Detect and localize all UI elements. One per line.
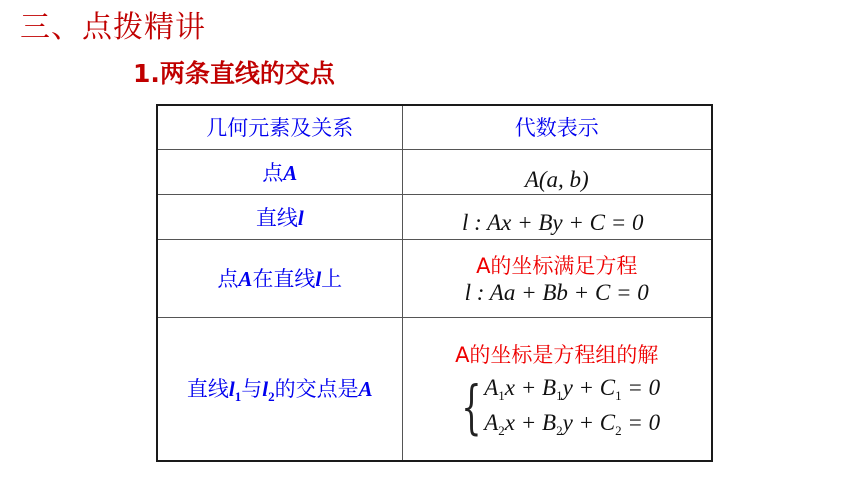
row-point-on-line-math bbox=[402, 239, 712, 317]
row-point-label: 点A bbox=[157, 149, 402, 194]
row-point-math: A(a, b) bbox=[402, 149, 712, 194]
equation-1: $A_1x + B_1y + C_1 = 0$ bbox=[484, 374, 661, 403]
table-header-row bbox=[157, 105, 712, 149]
row-intersection-math bbox=[402, 317, 712, 461]
row-line-label: 直线l bbox=[157, 194, 402, 239]
row-point-on-line-label: 点A在直线l上 bbox=[157, 239, 402, 317]
equation-2: $A_2x + B_2y + C_2 = 0$ bbox=[484, 409, 661, 438]
equation-system bbox=[453, 372, 661, 441]
section-title: 三、点拨精讲 bbox=[20, 10, 206, 45]
subtitle: 1.两条直线的交点 bbox=[133, 59, 335, 88]
table-row-point-on-line bbox=[157, 239, 712, 317]
header-geometry: 几何元素及关系 bbox=[157, 105, 402, 149]
table-row-point bbox=[157, 149, 712, 194]
header-algebra: 代数表示 bbox=[402, 105, 712, 149]
condition-text: A的坐标满足方程 bbox=[476, 254, 638, 278]
system-condition-text: A的坐标是方程组的解 bbox=[455, 342, 659, 367]
row-line-math: l : Ax + By + C = 0 bbox=[402, 194, 712, 239]
table-row-intersection bbox=[157, 317, 712, 461]
left-brace: { bbox=[461, 372, 482, 441]
line-equation-point: l : Aa + Bb + C = 0 bbox=[464, 280, 649, 305]
table-row-line bbox=[157, 194, 712, 239]
row-intersection-label: 直线$l_1$与$l_2$的交点是A bbox=[157, 317, 402, 461]
intersection-table bbox=[156, 104, 713, 462]
